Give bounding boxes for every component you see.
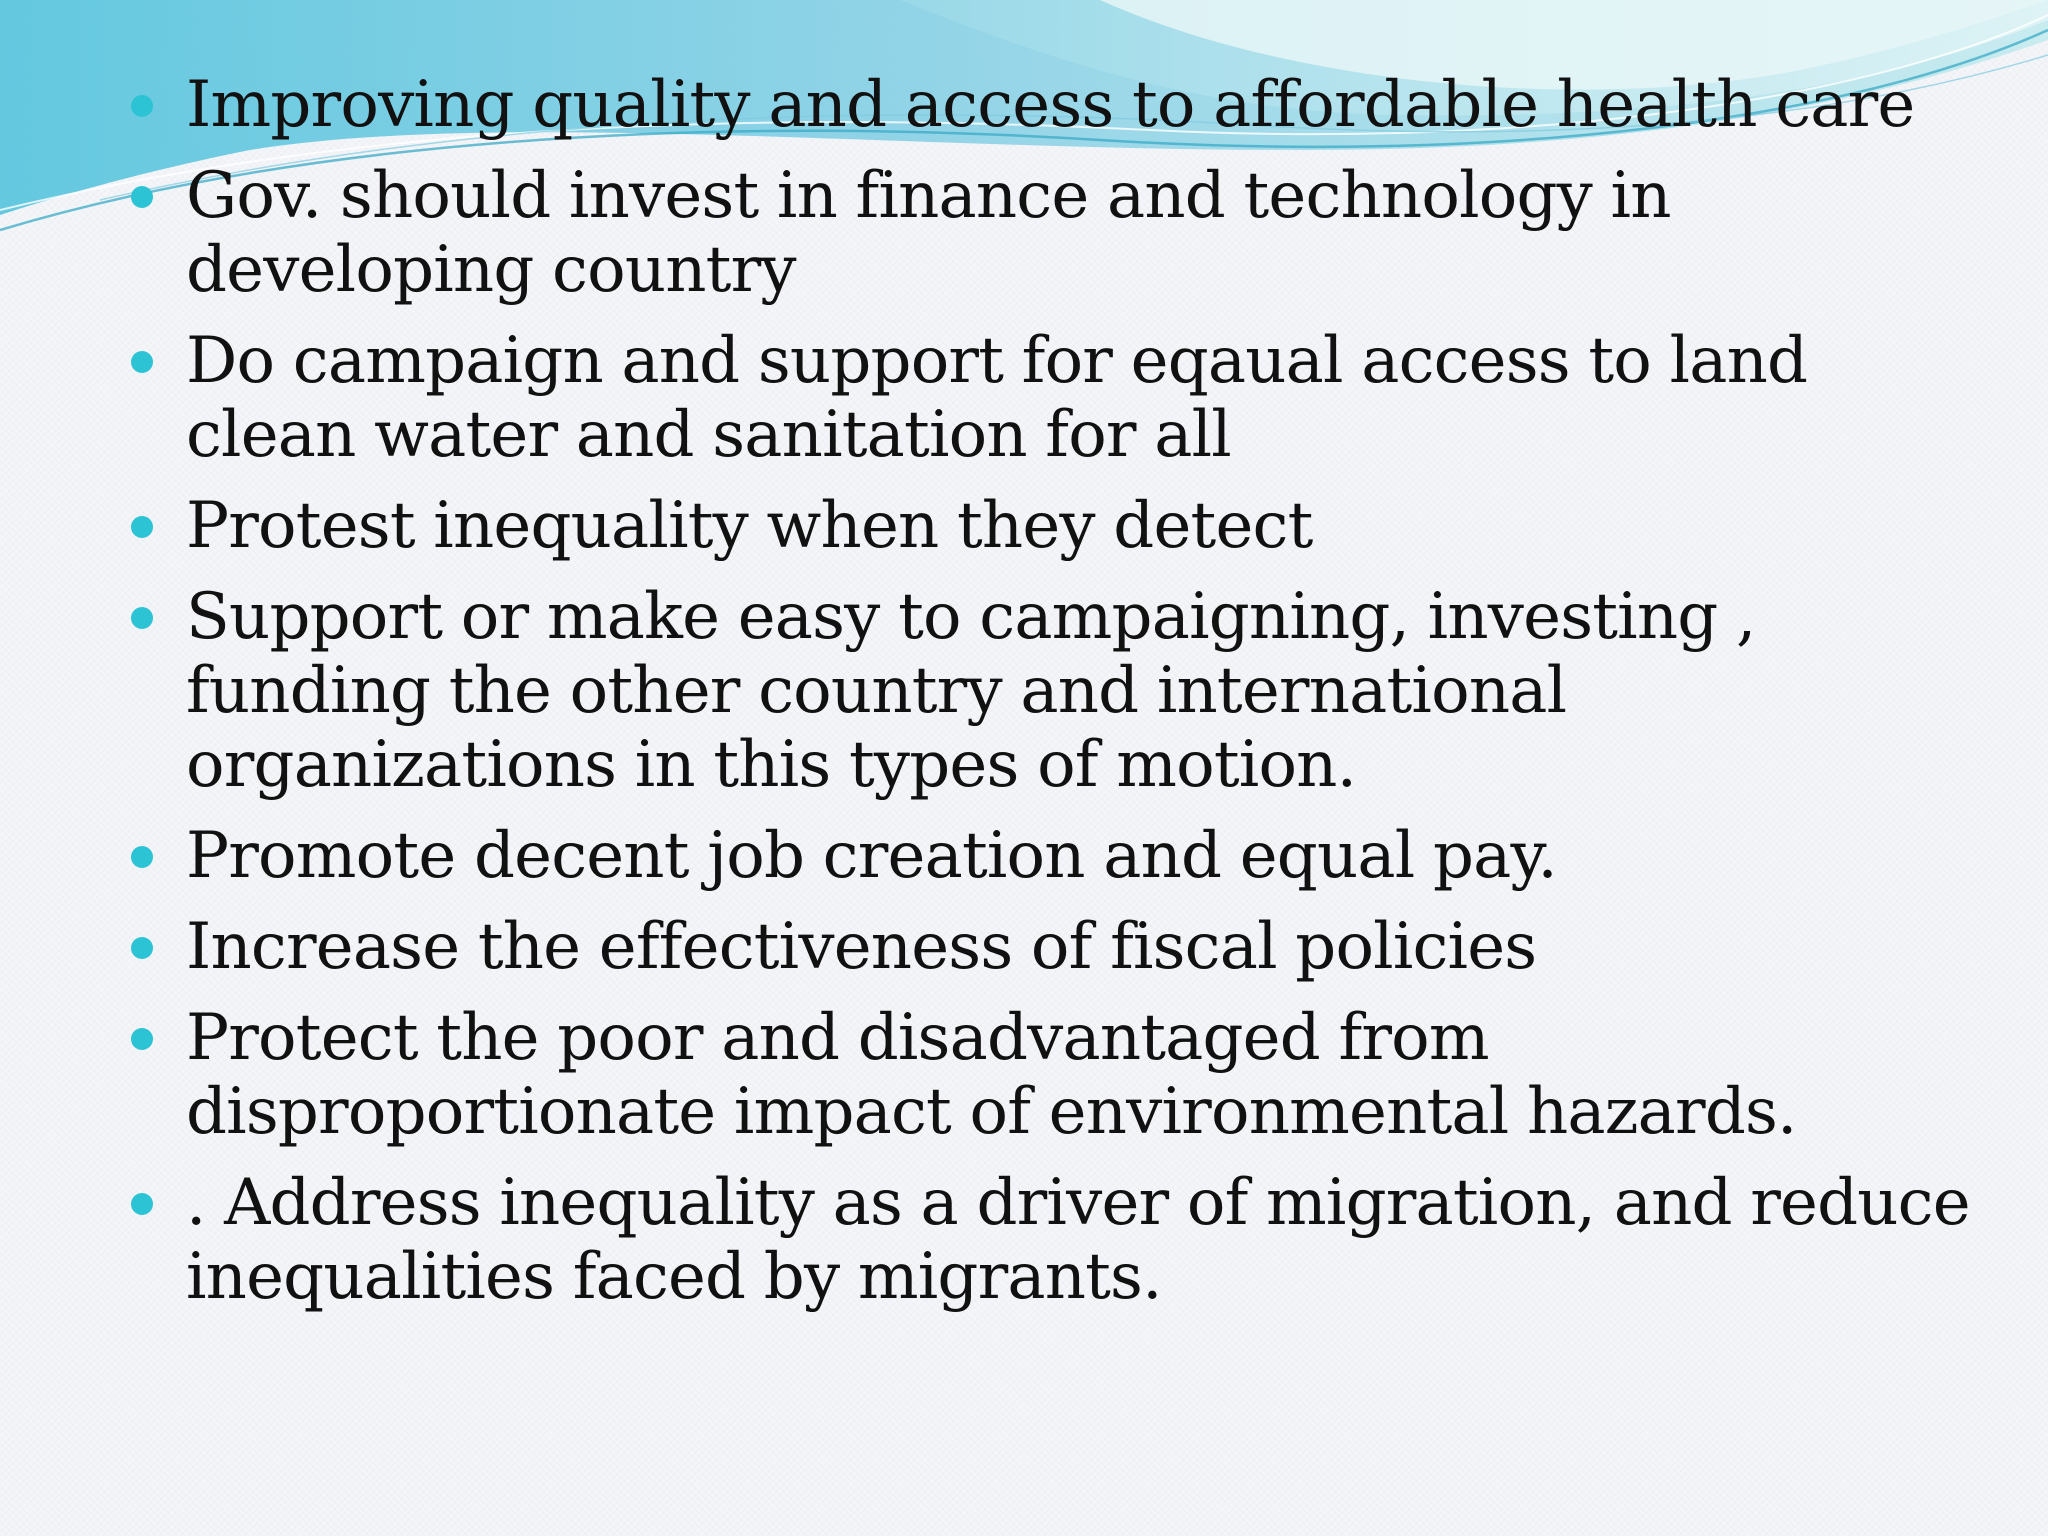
bullet-dot-icon xyxy=(131,351,153,373)
bullet-list xyxy=(0,68,2048,1314)
bullet-text: Increase the effectiveness of fiscal policies xyxy=(186,910,1537,984)
bullet-text: Gov. should invest in finance and technology in developing country xyxy=(186,159,1671,307)
bullet-dot-icon xyxy=(131,1028,153,1050)
bullet-text: Promote decent job creation and equal pay. xyxy=(186,819,1557,893)
bullet-dot-icon xyxy=(131,1193,153,1215)
bullet-item xyxy=(0,68,2048,142)
bullet-text: Improving quality and access to affordable health care xyxy=(186,68,1915,142)
bullet-text: Support or make easy to campaigning, investing , funding the other country and international organizations in this types of motion. xyxy=(186,580,1756,802)
bullet-item xyxy=(0,819,2048,893)
bullet-item xyxy=(0,910,2048,984)
bullet-item xyxy=(0,489,2048,563)
bullet-text: Protect the poor and disadvantaged from disproportionate impact of environmental hazards. xyxy=(186,1001,1797,1149)
bullet-dot-icon xyxy=(131,186,153,208)
bullet-dot-icon xyxy=(131,607,153,629)
bullet-text: Do campaign and support for eqaual access to land clean water and sanitation for all xyxy=(186,324,1808,472)
bullet-dot-icon xyxy=(131,516,153,538)
bullet-item xyxy=(0,1001,2048,1149)
slide-content xyxy=(0,68,2048,1331)
bullet-text: Protest inequality when they detect xyxy=(186,489,1313,563)
bullet-dot-icon xyxy=(131,95,153,117)
bullet-item xyxy=(0,580,2048,802)
bullet-text: . Address inequality as a driver of migration, and reduce inequalities faced by migrants. xyxy=(186,1166,1970,1314)
bullet-item xyxy=(0,159,2048,307)
bullet-item xyxy=(0,324,2048,472)
bullet-dot-icon xyxy=(131,846,153,868)
bullet-dot-icon xyxy=(131,937,153,959)
bullet-item xyxy=(0,1166,2048,1314)
